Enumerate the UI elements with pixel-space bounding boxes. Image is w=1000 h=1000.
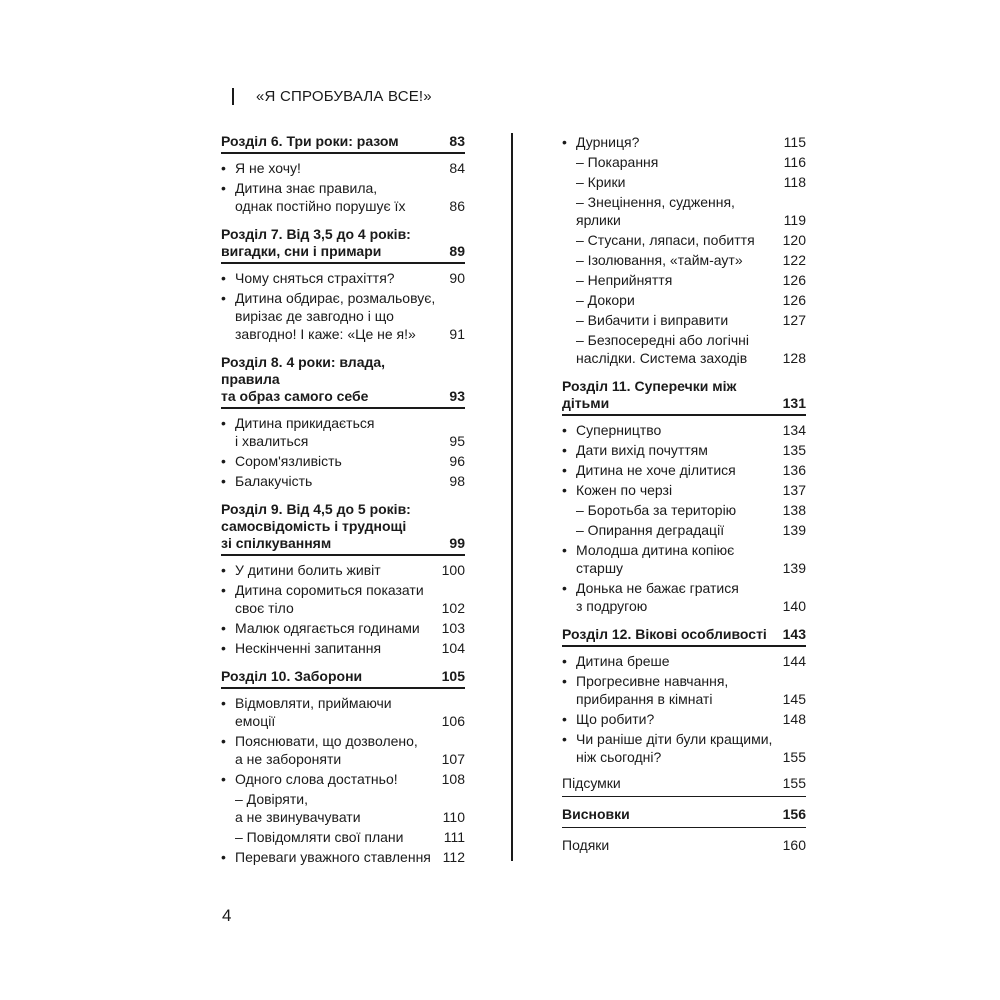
chapter-title: Розділ 9. Від 4,5 до 5 років: самосвідомість і труднощі зі спілкуванням [221, 501, 411, 551]
toc-subentry [562, 291, 806, 309]
entry-title: – Неприйняття [576, 272, 673, 288]
page-ref: 105 [441, 668, 465, 684]
page-ref: 91 [449, 326, 465, 342]
entry-title: – Стусани, ляпаси, побиття [576, 232, 755, 248]
bullet-icon: • [562, 711, 567, 727]
toc-subentry [562, 311, 806, 329]
toc-subentry [562, 173, 806, 191]
section-title: Подяки [562, 837, 610, 853]
page-ref: 106 [441, 713, 465, 729]
toc-entry [221, 694, 465, 730]
page-ref: 103 [441, 620, 465, 636]
page-ref: 120 [782, 232, 806, 248]
page-ref: 99 [449, 535, 465, 551]
page-ref: 102 [441, 600, 465, 616]
entry-title: – Докори [576, 292, 635, 308]
entry-title: Дитина соромиться показати своє тіло [235, 582, 424, 616]
bullet-icon: • [221, 473, 226, 489]
page-ref: 96 [449, 453, 465, 469]
bullet-icon: • [562, 422, 567, 438]
chapter-title: Розділ 12. Вікові особливості [562, 626, 767, 642]
section-title: Підсумки [562, 775, 621, 791]
toc-chapter [221, 226, 465, 264]
toc-entry [221, 289, 465, 343]
page-ref: 138 [782, 502, 806, 518]
chapter-title: Розділ 7. Від 3,5 до 4 років: вигадки, сни і примари [221, 226, 411, 259]
bullet-icon: • [221, 290, 226, 306]
chapter-title: Розділ 11. Суперечки між дітьми [562, 378, 737, 411]
toc-chapter [221, 501, 465, 556]
page-ref: 116 [783, 154, 806, 170]
toc-subentry [221, 828, 465, 846]
toc-subentry [562, 521, 806, 539]
page-ref: 160 [782, 837, 806, 853]
toc-entry [562, 579, 806, 615]
page-ref: 131 [782, 395, 806, 411]
running-header [232, 88, 432, 105]
entry-title: – Безпосередні або логічні наслідки. Система заходів [576, 332, 750, 366]
toc-section [562, 836, 806, 858]
bullet-icon: • [562, 580, 567, 596]
page-ref: 111 [443, 829, 465, 845]
toc-entry [562, 541, 806, 577]
chapter-title: Розділ 10. Заборони [221, 668, 363, 684]
entry-title: – Вибачити і виправити [576, 312, 729, 328]
page-ref: 89 [449, 243, 465, 259]
page-ref: 140 [782, 598, 806, 614]
toc-entry [221, 159, 465, 177]
toc-entry [221, 639, 465, 657]
page-ref: 137 [782, 482, 806, 498]
bullet-icon: • [221, 270, 226, 286]
page-ref: 128 [782, 350, 806, 366]
page-ref: 108 [441, 771, 465, 787]
toc-chapter [562, 626, 806, 647]
page-ref: 155 [782, 775, 806, 791]
toc-entry [221, 732, 465, 768]
bullet-icon: • [562, 653, 567, 669]
entry-title: Молодша дитина копіює старшу [576, 542, 735, 576]
bullet-icon: • [221, 849, 226, 865]
bullet-icon: • [221, 160, 226, 176]
entry-title: Я не хочу! [235, 160, 301, 176]
entry-title: Відмовляти, приймаючи емоції [235, 695, 392, 729]
toc-entry [221, 561, 465, 579]
bullet-icon: • [221, 733, 226, 749]
bullet-icon: • [562, 731, 567, 747]
toc-entry [562, 133, 806, 151]
page-ref: 122 [782, 252, 806, 268]
page-ref: 95 [449, 433, 465, 449]
entry-title: Малюк одягається годинами [235, 620, 420, 636]
toc-entry [221, 472, 465, 490]
entry-title: – Опирання деградації [576, 522, 725, 538]
toc-subentry [221, 790, 465, 826]
bullet-icon: • [562, 134, 567, 150]
page-ref: 126 [782, 272, 806, 288]
entry-title: Чи раніше діти були кращими, ніж сьогодні? [576, 731, 773, 765]
entry-title: – Покарання [576, 154, 659, 170]
entry-title: Що робити? [576, 711, 655, 727]
entry-title: Суперництво [576, 422, 662, 438]
toc-section [562, 774, 806, 797]
page-number: 4 [222, 906, 232, 925]
bullet-icon: • [562, 442, 567, 458]
toc-entry [562, 481, 806, 499]
bullet-icon: • [562, 673, 567, 689]
entry-title: Одного слова достатньо! [235, 771, 398, 787]
page-ref: 155 [782, 749, 806, 765]
page-ref: 134 [782, 422, 806, 438]
page-ref: 86 [449, 198, 465, 214]
toc-entry [221, 452, 465, 470]
page-ref: 90 [449, 270, 465, 286]
entry-title: Дитина бреше [576, 653, 670, 669]
entry-title: Нескінченні запитання [235, 640, 382, 656]
page-ref: 144 [782, 653, 806, 669]
toc-entry [221, 770, 465, 788]
toc-subentry [562, 153, 806, 171]
page-ref: 112 [442, 849, 465, 865]
entry-title: – Знецінення, судження, ярлики [576, 194, 735, 228]
bullet-icon: • [221, 415, 226, 431]
bullet-icon: • [221, 180, 226, 196]
toc-subentry [562, 271, 806, 289]
toc-subentry [562, 193, 806, 229]
page-ref: 148 [782, 711, 806, 727]
toc-subentry [562, 251, 806, 269]
chapter-title: Розділ 8. 4 роки: влада, правила та образ самого себе [221, 354, 386, 404]
bullet-icon: • [221, 620, 226, 636]
toc-entry [221, 414, 465, 450]
bullet-icon: • [562, 462, 567, 478]
entry-title: Дитина прикидається і хвалиться [235, 415, 375, 449]
toc-entry [221, 581, 465, 617]
entry-title: Донька не бажає гратися з подругою [576, 580, 739, 614]
page-ref: 93 [449, 388, 465, 404]
toc-entry [562, 652, 806, 670]
entry-title: Дати вихід почуттям [576, 442, 708, 458]
toc-entry [562, 441, 806, 459]
toc-subentry [562, 501, 806, 519]
page-ref: 143 [782, 626, 806, 642]
page-ref: 98 [449, 473, 465, 489]
entry-title: Прогресивне навчання, прибирання в кімнаті [576, 673, 729, 707]
entry-title: Кожен по черзі [576, 482, 673, 498]
bullet-icon: • [562, 482, 567, 498]
header-rule [232, 88, 234, 105]
entry-title: Дитина знає правила, однак постійно порушує їх [235, 180, 406, 214]
page-ref: 136 [782, 462, 806, 478]
page-ref: 84 [449, 160, 465, 176]
toc-chapter [562, 378, 806, 416]
column-divider [511, 133, 513, 861]
page-ref: 127 [782, 312, 806, 328]
page-ref: 135 [782, 442, 806, 458]
bullet-icon: • [221, 695, 226, 711]
toc-right-column [562, 133, 806, 858]
toc-chapter [221, 354, 465, 409]
entry-title: Балакучість [235, 473, 313, 489]
toc-entry [221, 269, 465, 287]
toc-entry [562, 710, 806, 728]
entry-title: Дитина не хоче ділитися [576, 462, 736, 478]
page-ref: 156 [782, 806, 806, 822]
toc-subentry [562, 231, 806, 249]
page-ref: 139 [782, 560, 806, 576]
running-title: «Я СПРОБУВАЛА ВСЕ!» [256, 88, 432, 105]
toc-chapter [221, 668, 465, 689]
page-ref: 145 [782, 691, 806, 707]
toc-entry [562, 461, 806, 479]
toc-subentry [562, 331, 806, 367]
page-ref: 118 [783, 174, 806, 190]
bullet-icon: • [221, 771, 226, 787]
page-ref: 110 [442, 809, 465, 825]
toc-left-column [221, 133, 465, 868]
bullet-icon: • [221, 640, 226, 656]
bullet-icon: • [221, 582, 226, 598]
entry-title: – Довіряти, а не звинувачувати [235, 791, 361, 825]
toc-entry [221, 848, 465, 866]
page-ref: 119 [783, 212, 806, 228]
entry-title: – Повідомляти свої плани [235, 829, 404, 845]
toc-entry [562, 672, 806, 708]
bullet-icon: • [221, 453, 226, 469]
entry-title: Дурниця? [576, 134, 640, 150]
page-ref: 139 [782, 522, 806, 538]
page-ref: 107 [441, 751, 465, 767]
page-ref: 115 [783, 134, 806, 150]
entry-title: У дитини болить живіт [235, 562, 381, 578]
bullet-icon: • [562, 542, 567, 558]
page-ref: 83 [449, 133, 465, 149]
toc-entry [221, 619, 465, 637]
entry-title: Пояснювати, що дозволено, а не забороняти [235, 733, 418, 767]
section-title: Висновки [562, 806, 630, 822]
toc-chapter [221, 133, 465, 154]
page-ref: 104 [441, 640, 465, 656]
entry-title: Дитина обдирає, розмальовує, вирізає де завгодно і що завгодно! І каже: «Це не я!» [235, 290, 436, 342]
chapter-title: Розділ 6. Три роки: разом [221, 133, 399, 149]
bullet-icon: • [221, 562, 226, 578]
toc-entry [221, 179, 465, 215]
toc-section [562, 805, 806, 828]
toc-entry [562, 730, 806, 766]
toc-entry [562, 421, 806, 439]
entry-title: – Крики [576, 174, 626, 190]
entry-title: Чому сняться страхіття? [235, 270, 395, 286]
entry-title: Переваги уважного ставлення [235, 849, 431, 865]
entry-title: Сором'язливість [235, 453, 342, 469]
page-ref: 126 [782, 292, 806, 308]
page-ref: 100 [441, 562, 465, 578]
entry-title: – Боротьба за територію [576, 502, 737, 518]
entry-title: – Ізолювання, «тайм-аут» [576, 252, 743, 268]
